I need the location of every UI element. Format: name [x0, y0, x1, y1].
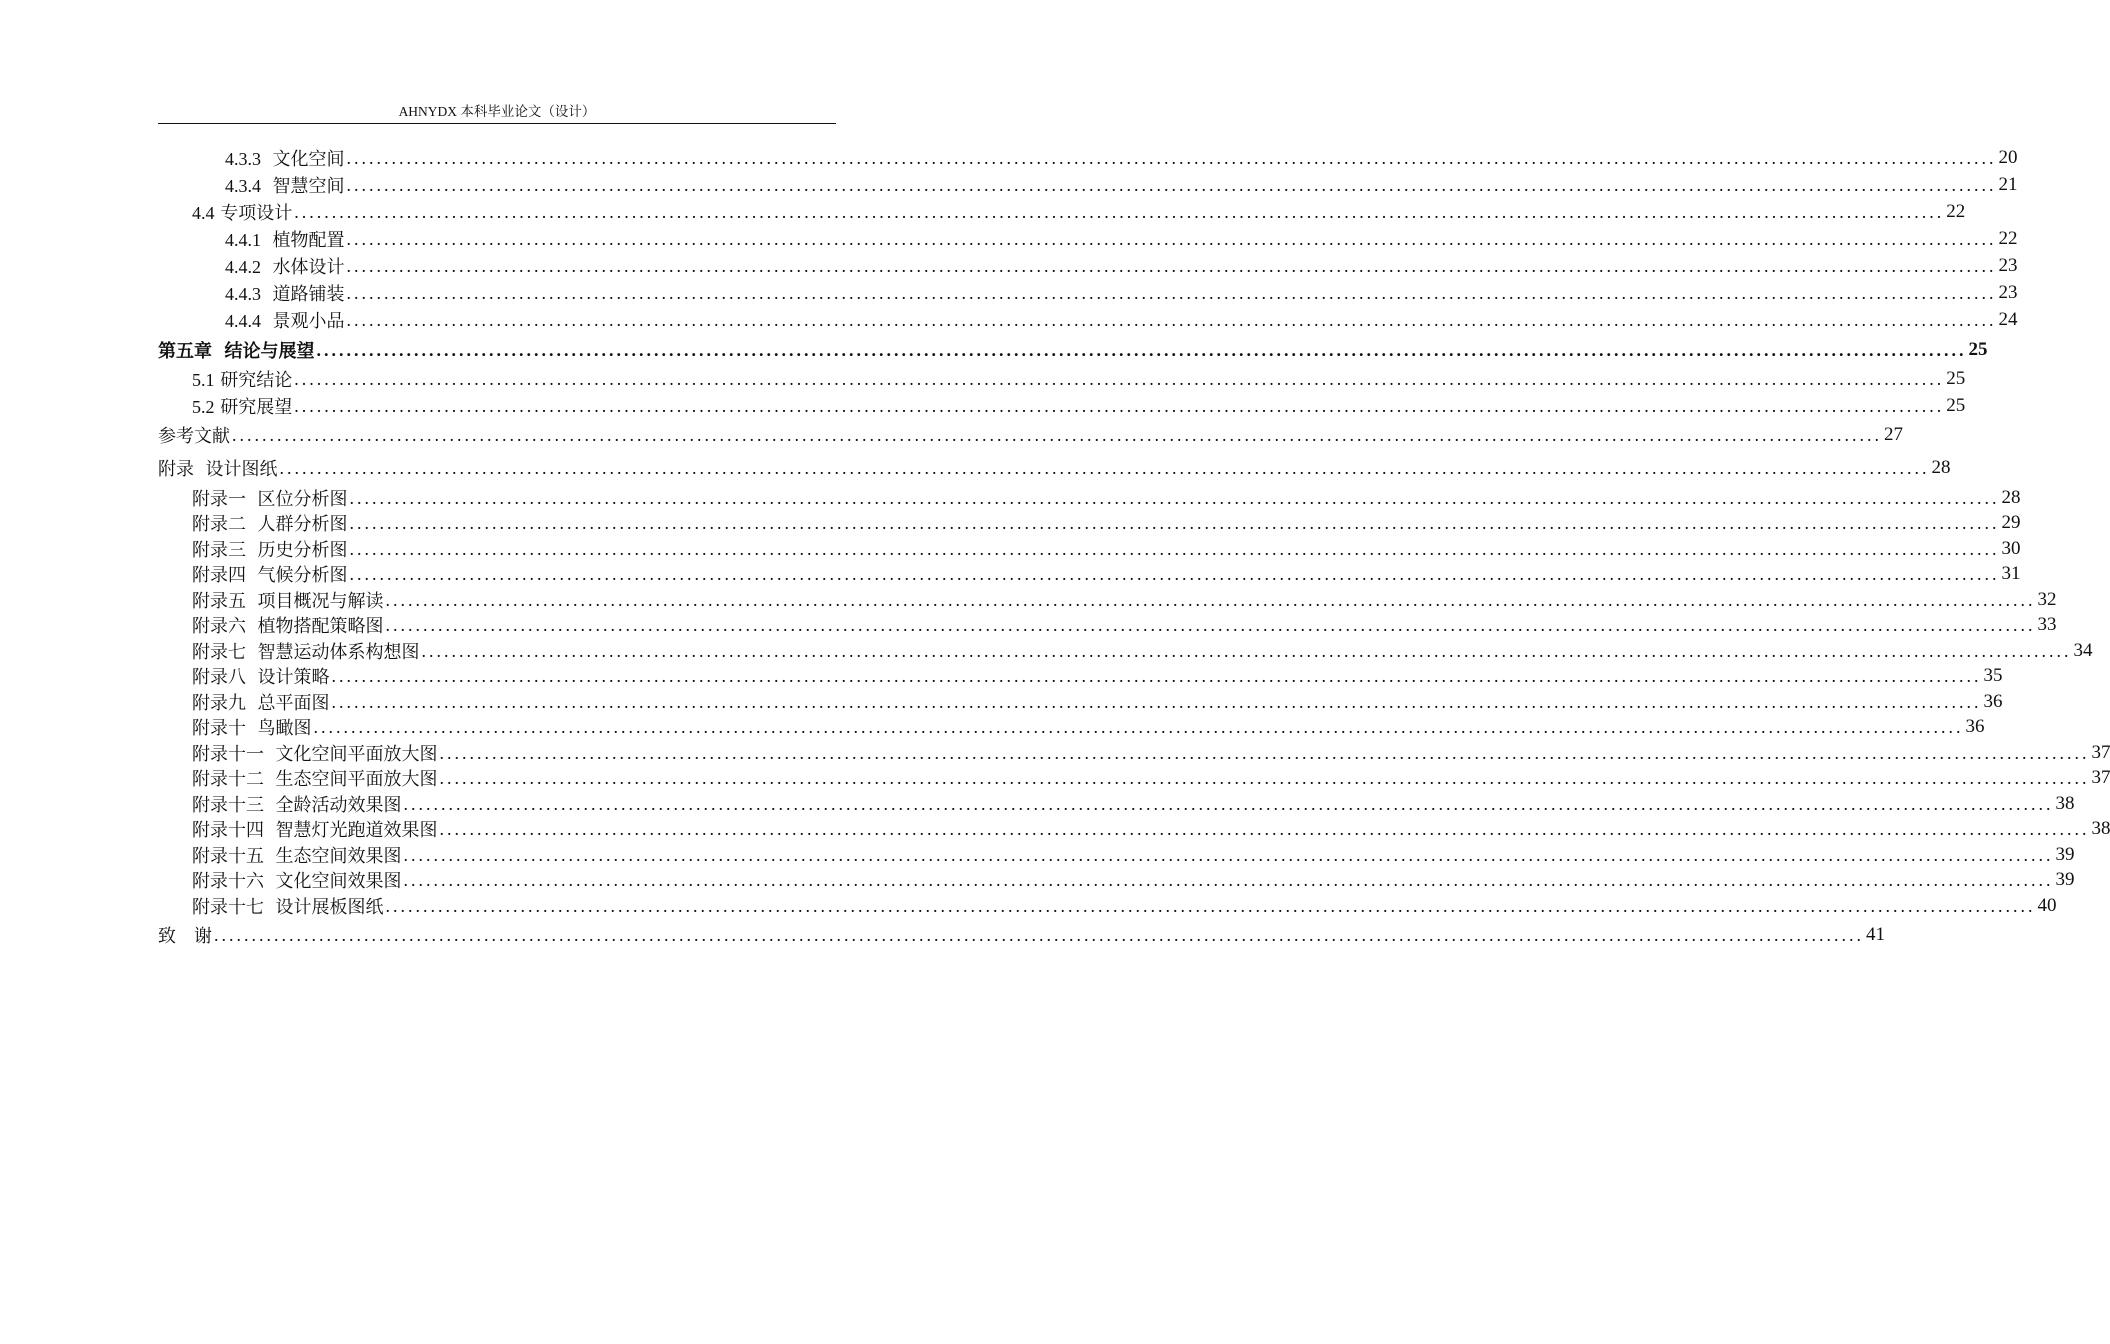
- toc-entry-label: [158, 422, 230, 448]
- toc-entry-title: 生态空间平面放大图: [275, 769, 438, 790]
- toc-entry-label: [192, 366, 292, 392]
- toc-entry-number: 附录四: [192, 565, 246, 585]
- toc-entry-number: 附录八: [192, 667, 246, 687]
- toc-entry-gap: [246, 667, 257, 688]
- toc-leader-dots: ............................................................................................................................................................................................................................: [346, 282, 1997, 303]
- toc-page-number: 37: [2091, 767, 2110, 788]
- toc-entry[interactable]: [192, 587, 2057, 613]
- toc-page-number: 34: [2073, 640, 2093, 661]
- toc-entry-number: 附录一: [192, 489, 246, 509]
- toc-entry[interactable]: [192, 689, 2003, 715]
- toc-leader-dots: ............................................................................................................................................................................................................................: [439, 742, 2090, 763]
- toc-page-number: 20: [1998, 147, 2018, 168]
- toc-entry[interactable]: [225, 307, 2018, 333]
- toc-entry-label: [225, 226, 344, 252]
- toc-entry[interactable]: [192, 663, 2003, 689]
- toc-entry-number: 4.3.4: [225, 176, 261, 196]
- toc-entry-number: 附录十五: [192, 846, 264, 866]
- toc-entry[interactable]: [158, 337, 1988, 363]
- toc-entry-label: [225, 307, 344, 333]
- toc-entry[interactable]: [192, 867, 2075, 893]
- toc-leader-dots: ............................................................................................................................................................................................................................: [385, 589, 2036, 610]
- toc-page-number: 25: [1946, 368, 1966, 389]
- toc-leader-dots: ............................................................................................................................................................................................................................: [385, 895, 2036, 916]
- toc-leader-dots: ............................................................................................................................................................................................................................: [313, 716, 1964, 737]
- toc-entry-title: 文化空间效果图: [275, 871, 402, 892]
- toc-entry-title: 道路铺装: [272, 284, 345, 305]
- toc-entry-gap: [246, 591, 257, 612]
- toc-entry-number: 附录五: [192, 591, 246, 611]
- toc-entry-title: 植物搭配策略图: [257, 616, 384, 637]
- toc-page-number: 37: [2091, 742, 2110, 763]
- toc-entry-title: 人群分析图: [257, 514, 348, 535]
- toc-entry-title: 全龄活动效果图: [275, 795, 402, 816]
- toc-entry-number: 附录十七: [192, 897, 264, 917]
- toc-entry-gap: [246, 642, 257, 663]
- toc-entry[interactable]: [192, 510, 2021, 536]
- toc-leader-dots: ............................................................................................................................................................................................................................: [349, 563, 2000, 584]
- toc-entry-gap: [264, 769, 275, 790]
- toc-page-number: 36: [1965, 716, 1985, 737]
- toc-entry-title: 植物配置: [272, 230, 345, 251]
- toc-entry-label: [225, 145, 344, 171]
- toc-leader-dots: ............................................................................................................................................................................................................................: [349, 538, 2000, 559]
- toc-entry-gap: [264, 795, 275, 816]
- toc-entry-number: 第五章: [158, 341, 212, 361]
- toc-entry-gap: [264, 871, 275, 892]
- toc-entry-gap: [246, 514, 257, 535]
- toc-leader-dots: ............................................................................................................................................................................................................................: [403, 844, 2054, 865]
- toc-entry-number: 附录二: [192, 514, 246, 534]
- toc-entry[interactable]: [192, 791, 2075, 817]
- toc-entry-number: 附录十四: [192, 820, 264, 840]
- toc-page-number: 25: [1946, 395, 1966, 416]
- toc-page-number: 25: [1968, 339, 1988, 360]
- toc-entry-label: [192, 612, 383, 638]
- toc-entry-title: 文化空间: [272, 149, 345, 170]
- toc-entry-title: 智慧灯光跑道效果图: [275, 820, 438, 841]
- toc-entry[interactable]: [192, 199, 1966, 225]
- toc-entry-title: 结论与展望: [224, 341, 315, 362]
- toc-entry-title: 设计图纸: [205, 459, 278, 480]
- toc-entry-label: [192, 536, 347, 562]
- toc-entry-label: [192, 893, 383, 919]
- toc-leader-dots: ............................................................................................................................................................................................................................: [294, 201, 1945, 222]
- toc-entry-title: 生态空间效果图: [275, 846, 402, 867]
- toc-page-number: 38: [2055, 793, 2075, 814]
- toc-leader-dots: ............................................................................................................................................................................................................................: [346, 174, 1997, 195]
- toc-leader-dots: ............................................................................................................................................................................................................................: [294, 368, 1945, 389]
- toc-page-number: 38: [2091, 818, 2110, 839]
- toc-entry-label: [192, 867, 401, 893]
- toc-page-number: 36: [1983, 691, 2003, 712]
- toc-entry-gap: [246, 540, 257, 561]
- toc-entry-label: [192, 765, 437, 791]
- toc-entry-label: [192, 587, 383, 613]
- toc-page-number: 31: [2001, 563, 2021, 584]
- toc-entry[interactable]: [192, 740, 2110, 766]
- toc-entry-gap: [246, 718, 257, 739]
- toc-entry-gap: [246, 565, 257, 586]
- toc-entry-label: [192, 638, 419, 664]
- toc-entry-gap: [261, 257, 272, 278]
- toc-leader-dots: ............................................................................................................................................................................................................................: [294, 395, 1945, 416]
- toc-leader-dots: ............................................................................................................................................................................................................................: [346, 228, 1997, 249]
- toc-entry-label: [225, 253, 344, 279]
- toc-entry-gap: [261, 176, 272, 197]
- toc-page-number: 22: [1998, 228, 2018, 249]
- toc-leader-dots: ............................................................................................................................................................................................................................: [316, 339, 1967, 360]
- toc-entry[interactable]: [192, 536, 2021, 562]
- toc-leader-dots: ............................................................................................................................................................................................................................: [349, 512, 2000, 533]
- toc-entry-title: 研究结论: [220, 370, 293, 391]
- toc-page-number: 35: [1983, 665, 2003, 686]
- toc-leader-dots: ............................................................................................................................................................................................................................: [403, 869, 2054, 890]
- toc-entry-label: [192, 561, 347, 587]
- toc-entry-number: 5.2: [192, 397, 215, 417]
- toc-entry-title: 研究展望: [220, 397, 293, 418]
- toc-entry-label: [158, 922, 212, 948]
- toc-entry-label: [192, 714, 311, 740]
- toc-entry-number: 附录十三: [192, 795, 264, 815]
- toc-entry-label: [192, 485, 347, 511]
- toc-entry-number: 附录三: [192, 540, 246, 560]
- toc-entry-label: [225, 280, 344, 306]
- toc-entry-number: 附录十二: [192, 769, 264, 789]
- toc-entry-gap: [212, 341, 225, 362]
- toc-leader-dots: ............................................................................................................................................................................................................................: [232, 424, 1882, 445]
- toc-entry[interactable]: [158, 455, 1951, 481]
- toc-entry-title: 智慧运动体系构想图: [257, 642, 420, 663]
- toc-entry[interactable]: [192, 893, 2057, 919]
- toc-entry[interactable]: [225, 226, 2018, 252]
- toc-entry-number: 5.1: [192, 370, 215, 390]
- toc-page-number: 33: [2037, 614, 2057, 635]
- toc-entry-gap: [261, 311, 272, 332]
- toc-entry-title: 参考文献: [158, 426, 230, 447]
- toc-entry-title: 专项设计: [220, 203, 293, 224]
- toc-entry-label: [192, 199, 292, 225]
- toc-entry-number: 附录六: [192, 616, 246, 636]
- toc-entry[interactable]: [192, 842, 2075, 868]
- toc-entry-gap: [261, 284, 272, 305]
- toc-entry-label: [192, 816, 437, 842]
- toc-entry-gap: [264, 897, 275, 918]
- toc-entry[interactable]: [192, 714, 1985, 740]
- toc-page-number: 28: [1931, 457, 1951, 478]
- toc-page-number: 29: [2001, 512, 2021, 533]
- toc-entry-title: 鸟瞰图: [257, 718, 312, 739]
- toc-entry-gap: [246, 489, 257, 510]
- toc-leader-dots: ............................................................................................................................................................................................................................: [346, 309, 1997, 330]
- toc-entry-number: 附录十一: [192, 744, 264, 764]
- toc-entry[interactable]: [225, 253, 2018, 279]
- toc-entry-number: 4.4.4: [225, 311, 261, 331]
- toc-entry[interactable]: [192, 393, 1966, 419]
- toc-entry-gap: [246, 616, 257, 637]
- toc-entry-title: 总平面图: [257, 693, 330, 714]
- toc-entry-number: 4.3.3: [225, 149, 261, 169]
- toc-page-number: 24: [1998, 309, 2018, 330]
- toc-entry[interactable]: [225, 145, 2018, 171]
- toc-leader-dots: ............................................................................................................................................................................................................................: [331, 691, 1982, 712]
- toc-page-number: 28: [2001, 487, 2021, 508]
- toc-entry-label: [192, 510, 347, 536]
- toc-entry-label: [192, 663, 329, 689]
- toc-entry-label: [158, 337, 315, 363]
- toc-entry-number: 4.4.2: [225, 257, 261, 277]
- toc-leader-dots: ............................................................................................................................................................................................................................: [403, 793, 2054, 814]
- toc-entry-title: 区位分析图: [257, 489, 348, 510]
- toc-entry-title: 智慧空间: [272, 176, 345, 197]
- toc-entry-gap: [264, 846, 275, 867]
- toc-entry-number: 4.4.3: [225, 284, 261, 304]
- toc-entry-gap: [264, 744, 275, 765]
- toc-entry-label: [192, 740, 437, 766]
- toc-entry-number: 附录十六: [192, 871, 264, 891]
- page-header: AHNYDX 本科毕业论文（设计）: [398, 104, 596, 119]
- toc-entry-label: [192, 842, 401, 868]
- toc-page-number: 39: [2055, 869, 2075, 890]
- toc-entry[interactable]: [225, 172, 2018, 198]
- toc-entry[interactable]: [158, 922, 1885, 948]
- toc-entry[interactable]: [225, 280, 2018, 306]
- toc-entry-label: [158, 455, 277, 481]
- toc-entry[interactable]: [192, 366, 1966, 392]
- toc-page-number: 40: [2037, 895, 2057, 916]
- toc-leader-dots: ............................................................................................................................................................................................................................: [279, 457, 1930, 478]
- toc-page-number: 23: [1998, 282, 2018, 303]
- toc-leader-dots: ............................................................................................................................................................................................................................: [421, 640, 2072, 661]
- toc-entry[interactable]: [192, 816, 2110, 842]
- toc-entry-number: 附录十: [192, 718, 246, 738]
- toc-entry-title: 景观小品: [272, 311, 345, 332]
- toc-entry-number: 4.4.1: [225, 230, 261, 250]
- toc-entry-label: [192, 393, 292, 419]
- toc-entry-title: 设计展板图纸: [275, 897, 384, 918]
- toc-entry-gap: [264, 820, 275, 841]
- toc-leader-dots: ............................................................................................................................................................................................................................: [346, 255, 1997, 276]
- toc-entry-gap: [246, 693, 257, 714]
- toc-entry-gap: [194, 459, 205, 480]
- toc-entry-number: 4.4: [192, 203, 215, 223]
- toc-leader-dots: ............................................................................................................................................................................................................................: [346, 147, 1997, 168]
- toc-page-number: 27: [1884, 424, 1903, 445]
- toc-entry-number: 附录七: [192, 642, 246, 662]
- toc-leader-dots: ............................................................................................................................................................................................................................: [385, 614, 2036, 635]
- toc-entry-number: 附录九: [192, 693, 246, 713]
- toc-entry-title: 致 谢: [158, 926, 212, 947]
- toc-entry-title: 历史分析图: [257, 540, 348, 561]
- toc-leader-dots: ............................................................................................................................................................................................................................: [214, 924, 1864, 945]
- toc-leader-dots: ............................................................................................................................................................................................................................: [439, 767, 2090, 788]
- toc-entry-title: 设计策略: [257, 667, 330, 688]
- toc-entry-title: 文化空间平面放大图: [275, 744, 438, 765]
- toc-page-number: 32: [2037, 589, 2057, 610]
- toc-entry[interactable]: [158, 422, 1903, 448]
- toc-leader-dots: ............................................................................................................................................................................................................................: [331, 665, 1982, 686]
- toc-leader-dots: ............................................................................................................................................................................................................................: [349, 487, 2000, 508]
- toc-entry[interactable]: [192, 638, 2093, 664]
- toc-page-number: 41: [1866, 924, 1885, 945]
- toc-entry-title: 项目概况与解读: [257, 591, 384, 612]
- toc-page-number: 23: [1998, 255, 2018, 276]
- toc-entry-title: 水体设计: [272, 257, 345, 278]
- toc-entry[interactable]: [192, 561, 2021, 587]
- toc-entry-label: [192, 791, 401, 817]
- toc-entry-gap: [261, 149, 272, 170]
- header-divider: [158, 123, 836, 124]
- toc-entry[interactable]: [192, 765, 2110, 791]
- toc-page-number: 21: [1998, 174, 2018, 195]
- toc-entry[interactable]: [192, 485, 2021, 511]
- toc-entry-title: 气候分析图: [257, 565, 348, 586]
- toc-entry-label: [192, 689, 329, 715]
- toc-entry[interactable]: [192, 612, 2057, 638]
- toc-page-number: 39: [2055, 844, 2075, 865]
- toc-entry-number: 附录: [158, 459, 194, 479]
- toc-entry-gap: [261, 230, 272, 251]
- toc-page-number: 30: [2001, 538, 2021, 559]
- toc-entry-label: [225, 172, 344, 198]
- toc-page-number: 22: [1946, 201, 1966, 222]
- toc-leader-dots: ............................................................................................................................................................................................................................: [439, 818, 2090, 839]
